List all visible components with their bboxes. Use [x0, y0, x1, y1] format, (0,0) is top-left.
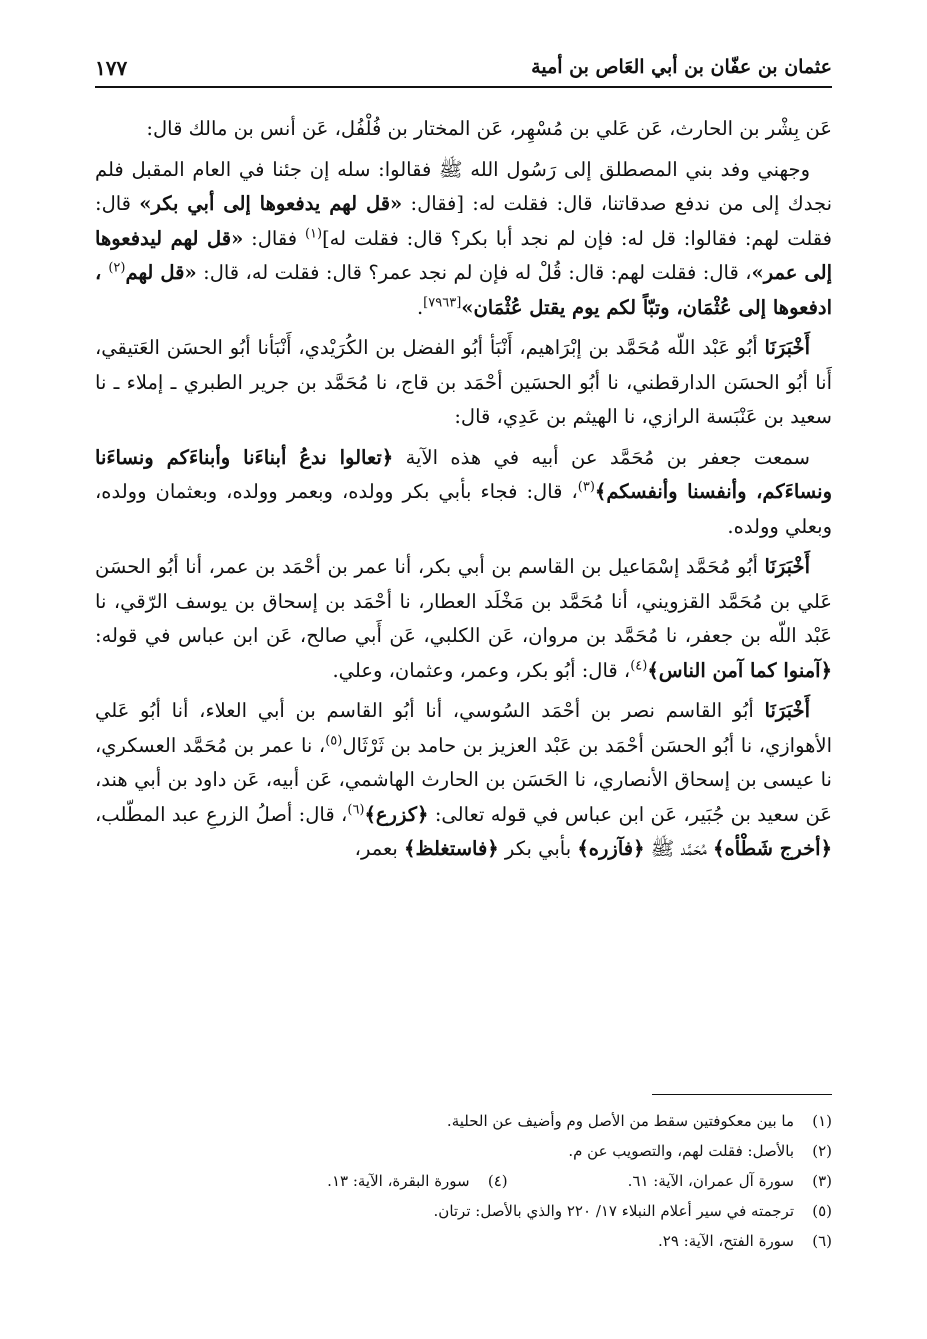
paragraph-p2 [95, 153, 832, 326]
footnote-item [95, 1166, 832, 1196]
quran-verse: ﴿فاستغلظ﴾ [404, 837, 499, 860]
text-segment: بأبي بكر [498, 837, 578, 860]
text-segment: ، قال: فقلت لهم: قال: قُلْ له فإن لم نجد عمر؟ قال: فقلت له، قال: [196, 261, 752, 284]
paragraph-p5 [95, 550, 832, 688]
footnote-marker: (١) [304, 226, 323, 241]
footnote-marker: (٢) [108, 260, 126, 276]
footnote-marker: [٧٩٦٣] [423, 295, 462, 310]
quran-verse: ﴿تعالوا ندعُ أبناءَنا وأبناءَكم ونساءَنا ونساءَكم، وأنفسنا وأنفسكم﴾ [95, 445, 832, 503]
footnote-number: (١) [812, 1112, 832, 1130]
text-segment: مُحَمَّد ﷺ [644, 837, 714, 860]
footnote-item [95, 1106, 832, 1136]
footnote-text: سورة آل عمران، الآية: ٦١. [627, 1172, 794, 1190]
hadith-quote: ، ادفعوها إلى عُثْمَان، وتبّاً لكم يوم يقتل عُثْمَان» [95, 261, 832, 319]
footnote-text: ما بين معكوفتين سقط من الأصل وم وأضيف عن الحلية. [446, 1112, 794, 1130]
footnote-text: سورة الفتح، الآية: ٢٩. [658, 1232, 794, 1250]
text-segment: أبُو مُحَمَّد إسْمَاعيل بن القاسم بن أبي بكر، أنا عمر بن أحْمَد بن عمر، أنا أبُو الحسَن عَلي بن مُحَمَّد القزويني، أنا مُحَمَّد بن مَخْلَد العطار، نا أحْمَد بن إسحاق بن يوسف الرّقي، نا عَبْد اللّه بن جعفر، نا مُحَمَّد بن مروان، عَن الكلبي، عَن أَبي صالح، عَن ابن عباس في قوله: [95, 555, 832, 647]
text-segment: ، نا عمر بن مُحَمَّد العسكري، نا عيسى بن إسحاق الأنصاري، نا الحَسَن بن الحارث الهاشمي، عَن أبيه، عَن داود بن أبي هند، عَن سعيد بن جُبَير، عَن ابن عباس في قوله تعالى: [95, 733, 832, 826]
paragraph-p1 [95, 112, 832, 147]
text-segment: أبُو القاسم نصر بن أحْمَد السُوسي، أنا أبُو القاسم بن أبي العلاء، أنا أبُو عَلي الأهوازي، نا أبُو الحسَن أحْمَد بن عَبْد العزيز بن حامد بن ثَرْثَال [95, 699, 832, 757]
paragraph-p3 [95, 331, 832, 435]
footnote-number: (٤) [487, 1172, 508, 1190]
main-text [95, 112, 832, 873]
quran-verse: ﴿آمنوا كما آمن الناس﴾ [647, 658, 832, 682]
text-segment: سمعت جعفر بن مُحَمَّد عن أبيه في هذه الآية [393, 445, 810, 469]
isnad-opener: أَخْبَرَنَا [764, 699, 810, 722]
hadith-quote: «قل لهم يدفعوها إلى أبي بكر» [139, 192, 403, 215]
text-segment: عَن بِشْر بن الحارث، عَن عَلي بن مُسْهِر، عَن المختار بن فُلْفُل، عَن أنس بن مالك قال: [146, 117, 832, 140]
footnote-number: (٣) [812, 1172, 832, 1190]
footnote-divider [652, 1094, 832, 1095]
footnote-marker: (٥) [325, 733, 343, 748]
quran-verse: ﴿كزرع﴾ [364, 802, 429, 826]
footnote-text: سورة البقرة، الآية: ١٣. [327, 1172, 470, 1190]
text-segment: فقال: [243, 226, 305, 250]
page-header [95, 52, 832, 88]
text-segment: . [416, 295, 424, 319]
running-title: عثمان بن عفّان بن أبي العَاص بن أمية [531, 56, 832, 78]
footnote-number: (٢) [812, 1142, 832, 1160]
footnote-item [95, 1196, 832, 1226]
quran-verse: ﴿أخرج شَطْأه﴾ [713, 837, 832, 860]
hadith-quote: «قل لهم ليدفعوها إلى عمر» [95, 226, 832, 284]
quran-verse: ﴿فآزره﴾ [577, 837, 645, 860]
isnad-opener: أَخْبَرَنَا [764, 555, 810, 578]
text-segment: أبُو عَبْد اللّه مُحَمَّد بن إبْرَاهيم، أَنْبَأ أبُو الفضل بن الكُرَيْدي، أَنْبَأنا أبُو الحسَن العَتيقي، أَنا أبُو الحسَن الدارقطني، نا أبُو الحسَين أحْمَد بن قاج، نا مُحَمَّد بن جرير الطبري ـ إملاء ـ نا سعيد بن عَنْبَسة الرازي، نا الهيثم بن عَدِي، قال: [95, 336, 832, 428]
isnad-opener: أَخْبَرَنَا [764, 336, 810, 359]
text-segment: وجهني وفد بني المصطلق إلى رَسُول الله ﷺ فقالوا: سله إن جئنا في العام المقبل فلم نجدك إلى من ندفع صدقاتنا، قال: فقلت له: [فقال: [95, 157, 832, 215]
footnotes [95, 1106, 832, 1256]
text-segment: ، قال: أصلُ الزرعِ عبد المطّلب، [95, 802, 348, 826]
footnote-marker: (٤) [630, 658, 648, 673]
text-segment: بعمر، [354, 837, 405, 860]
hadith-quote: «قل لهم [125, 261, 197, 284]
footnote-text: بالأصل: فقلت لهم، والتصويب عن م. [568, 1142, 794, 1160]
footnote-number: (٦) [812, 1232, 832, 1250]
text-segment: ، قال: أبُو بكر، وعمر، وعثمان، وعلي. [332, 658, 631, 682]
text-segment: قال: فقلت لهم: فقالوا: قل له: فإن لم نجد أبا بكر؟ قال: فقلت له] [95, 192, 832, 250]
text-segment: ، قال: فجاء بأبي بكر وولده، وبعمر وولده، وبعثمان وولده، وبعلي وولده. [95, 480, 832, 538]
footnote-item [95, 1136, 832, 1166]
footnote-text: ترجمته في سير أعلام النبلاء ١٧/ ٢٢٠ والذي بالأصل: ترتان. [433, 1202, 794, 1220]
footnote-item [95, 1226, 832, 1256]
paragraph-p4 [95, 441, 832, 545]
paragraph-p6 [95, 694, 832, 867]
page-number: ١٧٧ [95, 56, 128, 80]
footnote-number: (٥) [812, 1202, 832, 1220]
footnote-marker: (٣) [577, 479, 595, 495]
footnote-marker: (٦) [347, 802, 365, 817]
